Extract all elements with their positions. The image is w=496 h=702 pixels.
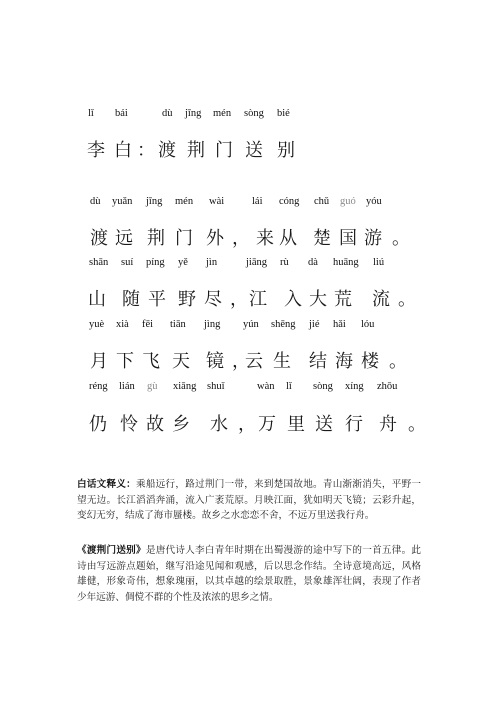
pinyin: réng bbox=[89, 381, 108, 392]
poem-char: 入 bbox=[284, 289, 302, 310]
poem-char: 游 bbox=[364, 228, 382, 249]
pinyin: lǐ bbox=[88, 108, 94, 119]
poem-char: 流 bbox=[372, 289, 390, 310]
poem-char: 云 bbox=[245, 351, 263, 372]
pinyin: mén bbox=[213, 108, 232, 119]
pinyin: dà bbox=[308, 257, 318, 268]
pinyin: cóng bbox=[279, 196, 300, 207]
title-char: 送 bbox=[245, 140, 263, 161]
pinyin: rù bbox=[280, 257, 289, 268]
pinyin: yóu bbox=[366, 196, 382, 207]
poem-char: 月 bbox=[90, 351, 108, 372]
poem-char: 从 bbox=[279, 228, 297, 249]
title-char: 渡 bbox=[158, 140, 176, 161]
poem-char: ， bbox=[230, 289, 248, 310]
pinyin: guó bbox=[340, 196, 356, 207]
translation-text: 乘船远行，路过荆门一带，来到楚国故地。青山渐渐消失，平野一望无边。长江滔滔奔涌，流入广袤荒原。月映江面，犹如明天飞镜；云彩升起，变幻无穷，结成了海市蜃楼。故乡之水恋恋不舍，不远万里送我行舟。 bbox=[77, 479, 422, 521]
pinyin: yuè bbox=[89, 319, 105, 330]
poem-char: 远 bbox=[115, 228, 133, 249]
poem-char: 荆 bbox=[147, 228, 165, 249]
poem-char: 舟 bbox=[379, 414, 397, 435]
poem-char: 结 bbox=[309, 351, 327, 372]
title-char: 门 bbox=[215, 140, 233, 161]
poem-char: 天 bbox=[172, 351, 190, 372]
pinyin: yuǎn bbox=[112, 196, 133, 207]
pinyin: lián bbox=[119, 381, 135, 392]
pinyin: lóu bbox=[361, 319, 375, 330]
poem-char: 楼 bbox=[361, 351, 379, 372]
pinyin: lái bbox=[252, 196, 263, 207]
poem-char: 送 bbox=[315, 414, 333, 435]
pinyin: tiān bbox=[170, 319, 186, 330]
poem-char: ， bbox=[238, 414, 256, 435]
pinyin: liú bbox=[373, 257, 385, 268]
pinyin: lǐ bbox=[286, 381, 292, 392]
pinyin: wàn bbox=[257, 381, 275, 392]
translation-paragraph bbox=[77, 477, 421, 524]
pinyin: shān bbox=[89, 257, 109, 268]
pinyin: jìng bbox=[204, 319, 221, 330]
pinyin: chǔ bbox=[314, 196, 330, 207]
poem-char: 门 bbox=[175, 228, 193, 249]
intro-paragraph bbox=[77, 543, 421, 605]
poem-char: 水 bbox=[210, 414, 228, 435]
pinyin: jīng bbox=[185, 108, 202, 119]
pinyin: hǎi bbox=[333, 319, 346, 330]
pinyin: xiāng bbox=[173, 381, 197, 392]
poem-char: 国 bbox=[339, 228, 357, 249]
poem-char: 外 bbox=[206, 228, 224, 249]
poem-char: 荒 bbox=[334, 289, 352, 310]
poem-char: 。 bbox=[398, 289, 416, 310]
pinyin: wài bbox=[209, 196, 225, 207]
poem-char: 里 bbox=[287, 414, 305, 435]
poem-char: 野 bbox=[178, 289, 196, 310]
poem-char: ， bbox=[232, 351, 250, 372]
poem-char: 来 bbox=[256, 228, 274, 249]
pinyin: bái bbox=[115, 108, 128, 119]
intro-text: 是唐代诗人李白青年时期在出蜀漫游的途中写下的一首五律。此诗由写远游点题始，继写沿途见闻和观感，后以思念作结。全诗意境高远，风格雄健，形象奇伟，想象瑰丽，以其卓越的绘景取胜，景象雄浑壮阔，表现了作者少年远游、倜傥不群的个性及浓浓的思乡之情。 bbox=[77, 545, 422, 603]
poem-char: 乡 bbox=[172, 414, 190, 435]
poem-char: 万 bbox=[258, 414, 276, 435]
pinyin: sòng bbox=[244, 108, 264, 119]
pinyin: dù bbox=[90, 196, 101, 207]
pinyin: zhōu bbox=[377, 381, 398, 392]
poem-char: 随 bbox=[122, 289, 140, 310]
pinyin: dù bbox=[162, 108, 173, 119]
poem-char: 江 bbox=[249, 289, 267, 310]
pinyin: mén bbox=[175, 196, 194, 207]
translation-label: 白话文释义： bbox=[77, 479, 137, 490]
poem-char: 山 bbox=[88, 289, 106, 310]
poem-char: 怜 bbox=[120, 414, 138, 435]
poem-char: 镜 bbox=[206, 351, 224, 372]
poem-char: 。 bbox=[408, 414, 426, 435]
pinyin: suí bbox=[121, 257, 134, 268]
poem-char: 生 bbox=[273, 351, 291, 372]
pinyin: fēi bbox=[142, 319, 154, 330]
pinyin: yě bbox=[178, 257, 188, 268]
pinyin: jìn bbox=[206, 257, 218, 268]
pinyin: bié bbox=[277, 108, 290, 119]
title-char: 李 bbox=[87, 140, 105, 161]
pinyin: jīng bbox=[146, 196, 163, 207]
poem-char: 平 bbox=[148, 289, 166, 310]
poem-char: 故 bbox=[146, 414, 164, 435]
pinyin: yún bbox=[243, 319, 259, 330]
poem-char: 尽 bbox=[204, 289, 222, 310]
pinyin: xíng bbox=[345, 381, 364, 392]
poem-char: 仍 bbox=[89, 414, 107, 435]
poem-char: 海 bbox=[335, 351, 353, 372]
pinyin: píng bbox=[146, 257, 165, 268]
pinyin: sòng bbox=[313, 381, 333, 392]
poem-char: 大 bbox=[309, 289, 327, 310]
title-char: 白 bbox=[114, 140, 132, 161]
pinyin: xià bbox=[116, 319, 129, 330]
title-char: 别 bbox=[277, 140, 295, 161]
poem-char: 渡 bbox=[90, 228, 108, 249]
poem-char: 行 bbox=[345, 414, 363, 435]
pinyin: jié bbox=[309, 319, 320, 330]
pinyin: shuǐ bbox=[207, 381, 225, 392]
pinyin: jiāng bbox=[246, 257, 267, 268]
pinyin: gù bbox=[147, 381, 158, 392]
poem-char: 。 bbox=[392, 228, 410, 249]
intro-label: 《渡荆门送别》 bbox=[77, 545, 146, 556]
poem-char: ， bbox=[232, 228, 250, 249]
poem-char: 。 bbox=[389, 351, 407, 372]
poem-char: 飞 bbox=[142, 351, 160, 372]
title-char: 荆 bbox=[187, 140, 205, 161]
pinyin: shēng bbox=[271, 319, 296, 330]
poem-char: 下 bbox=[116, 351, 134, 372]
pinyin: huāng bbox=[333, 257, 359, 268]
poem-char: 楚 bbox=[313, 228, 331, 249]
title-char: ： bbox=[137, 140, 155, 161]
